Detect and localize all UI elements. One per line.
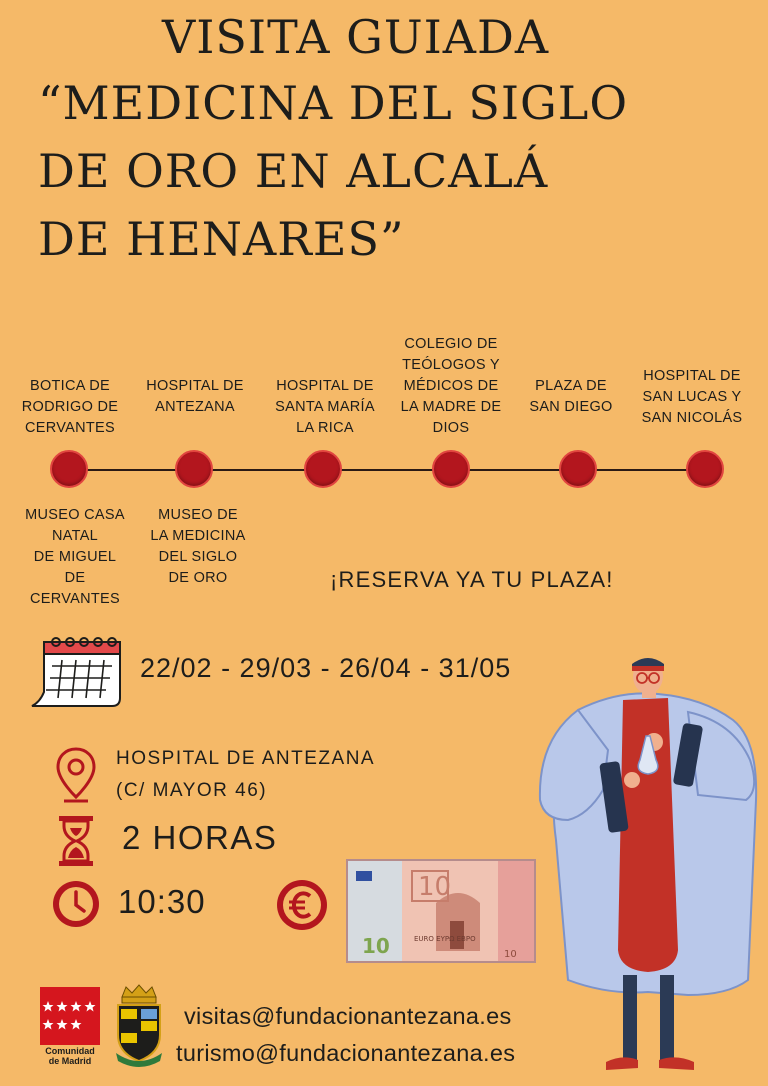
timeline-dot bbox=[175, 450, 213, 488]
stop-botica-label: BOTICA DE RODRIGO DE CERVANTES bbox=[21, 378, 119, 436]
start-time: 10:30 bbox=[118, 883, 206, 920]
location-address: (C/ MAYOR 46) bbox=[116, 780, 268, 801]
banknote-value: 10 bbox=[418, 872, 452, 902]
calendar-icon bbox=[26, 636, 126, 712]
title-line-1: VISITA GUIADA bbox=[162, 10, 550, 64]
location-name: HOSPITAL DE ANTEZANA bbox=[116, 748, 376, 769]
clock-icon bbox=[50, 878, 102, 930]
timeline-line bbox=[70, 469, 706, 471]
timeline-dot bbox=[304, 450, 342, 488]
title-line-2: “MEDICINA DEL SIGLO bbox=[38, 76, 629, 130]
stop-plaza-san-diego-label: PLAZA DE SAN DIEGO bbox=[529, 378, 613, 415]
title-line-4: DE HENARES” bbox=[38, 212, 405, 266]
hourglass-icon bbox=[56, 814, 96, 868]
title-line-3: DE ORO EN ALCALÁ bbox=[38, 144, 549, 198]
duration: 2 HORAS bbox=[122, 819, 278, 856]
stop-museo-casa-natal-label: MUSEO CASA NATAL DE MIGUEL DE CERVANTES bbox=[25, 507, 125, 607]
email-turismo[interactable]: turismo@fundacionantezana.es bbox=[176, 1040, 516, 1066]
euro-icon bbox=[274, 877, 330, 933]
comunidad-de-madrid-logo bbox=[40, 987, 100, 1045]
svg-text:10: 10 bbox=[504, 949, 517, 960]
location-pin-icon bbox=[54, 745, 98, 803]
timeline-dot bbox=[50, 450, 88, 488]
coat-of-arms-icon bbox=[112, 983, 166, 1069]
stop-hospital-antezana-label: HOSPITAL DE ANTEZANA bbox=[146, 378, 244, 415]
doctor-illustration-icon bbox=[528, 650, 768, 1086]
stop-colegio-label: COLEGIO DE TEÓLOGOS Y MÉDICOS DE LA MADRE DE DIOS bbox=[400, 336, 502, 436]
reserve-text: ¡RESERVA YA TU PLAZA! bbox=[330, 567, 614, 592]
visit-dates: 22/02 - 29/03 - 26/04 - 31/05 bbox=[140, 653, 512, 683]
timeline-dot bbox=[686, 450, 724, 488]
stop-santa-maria-label: HOSPITAL DE SANTA MARÍA LA RICA bbox=[275, 378, 375, 436]
timeline-dot bbox=[432, 450, 470, 488]
email-visitas[interactable]: visitas@fundacionantezana.es bbox=[184, 1003, 512, 1029]
banknote-text: EURO ΕΥΡΩ ЕВРО bbox=[414, 935, 476, 943]
comunidad-de-madrid-text: Comunidad de Madrid bbox=[45, 1046, 95, 1066]
stop-museo-medicina-label: MUSEO DE LA MEDICINA DEL SIGLO DE ORO bbox=[150, 507, 246, 586]
svg-text:10: 10 bbox=[362, 934, 390, 958]
timeline-dot bbox=[559, 450, 597, 488]
stop-san-lucas-label: HOSPITAL DE SAN LUCAS Y SAN NICOLÁS bbox=[641, 368, 743, 426]
banknote-10-euro-icon bbox=[346, 859, 536, 963]
